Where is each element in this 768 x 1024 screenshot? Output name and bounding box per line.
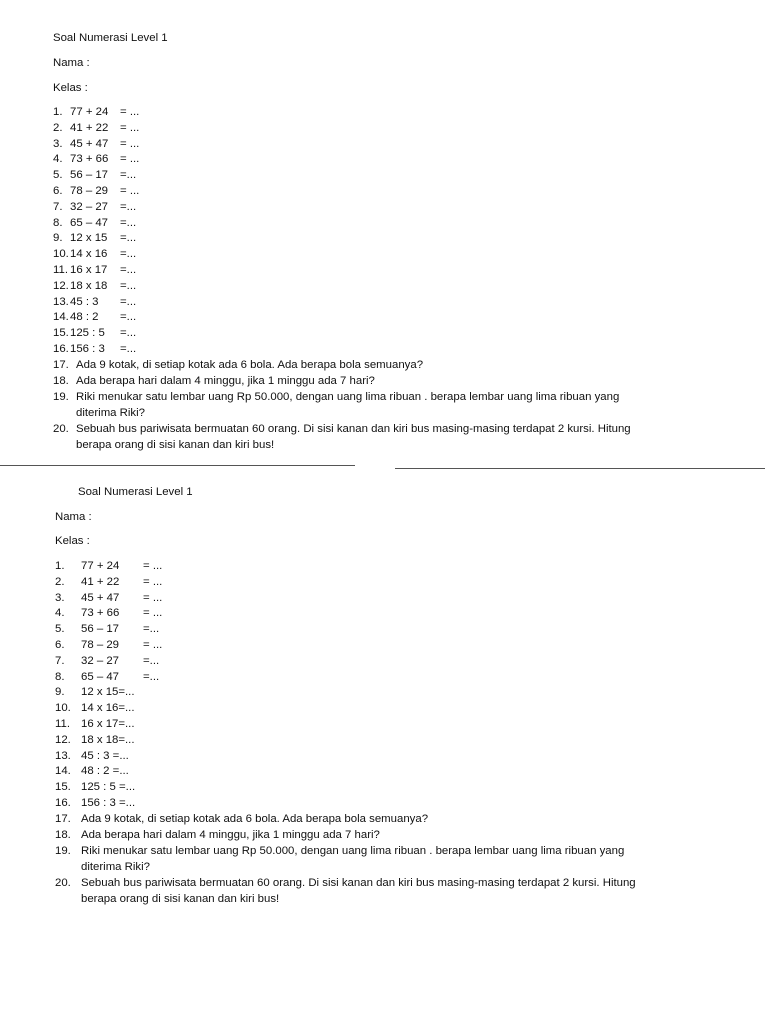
- item-number: 13.: [55, 749, 71, 762]
- item-expression: 73 + 66: [81, 607, 120, 620]
- item-expression: 125 : 5: [70, 327, 105, 340]
- item-expression: 14 x 16: [70, 248, 108, 261]
- item-number: 1.: [53, 106, 63, 118]
- item-number: 4.: [53, 153, 63, 166]
- question-text: Ada berapa hari dalam 4 minggu, jika 1 minggu ada 7 hari?: [76, 374, 375, 387]
- item-number: 4.: [55, 607, 65, 620]
- item-expression: 45 + 47: [70, 137, 109, 150]
- item-expression: 56 – 17: [81, 623, 120, 636]
- question-text: Ada 9 kotak, di setiap kotak ada 6 bola. Ada berapa bola semuanya?: [81, 812, 429, 825]
- item-expression: 16 x 17=...: [81, 718, 135, 730]
- item-expression: 156 : 3 =...: [81, 797, 136, 809]
- item-expression: 78 – 29: [81, 639, 120, 651]
- item-number: 14.: [53, 311, 69, 324]
- name-field-label: Nama :: [55, 511, 92, 523]
- item-number: 13.: [53, 295, 69, 308]
- item-answer-blank: =...: [143, 623, 160, 636]
- item-answer-blank: =...: [120, 327, 137, 340]
- item-expression: 56 – 17: [70, 169, 109, 182]
- name-field-label: Nama :: [53, 57, 90, 69]
- item-number: 3.: [53, 137, 63, 150]
- item-expression: 12 x 15=...: [81, 686, 135, 699]
- item-number: 16.: [55, 797, 71, 809]
- item-answer-blank: =...: [120, 216, 137, 229]
- item-number: 6.: [53, 185, 63, 197]
- item-number: 8.: [55, 670, 65, 683]
- item-answer-blank: = ...: [120, 106, 140, 118]
- item-expression: 12 x 15: [70, 232, 108, 245]
- item-expression: 45 + 47: [81, 591, 120, 604]
- item-number: 12.: [55, 733, 71, 746]
- question-text: Sebuah bus pariwisata bermuatan 60 orang. Di sisi kanan dan kiri bus masing-masing terdapat 2 kursi. Hitung: [81, 876, 636, 889]
- item-answer-blank: =...: [120, 232, 137, 245]
- item-answer-blank: =...: [143, 654, 160, 667]
- item-expression: 18 x 18: [70, 279, 108, 292]
- worksheet-title: Soal Numerasi Level 1: [78, 486, 193, 498]
- question-text: berapa orang di sisi kanan dan kiri bus!: [76, 438, 275, 451]
- item-number: 7.: [53, 200, 63, 213]
- item-number: 2.: [55, 575, 65, 588]
- item-answer-blank: =...: [120, 264, 137, 276]
- item-answer-blank: = ...: [120, 121, 140, 134]
- question-text: diterima Riki?: [81, 860, 150, 873]
- item-number: 17.: [53, 358, 69, 371]
- item-expression: 16 x 17: [70, 264, 108, 276]
- item-expression: 73 + 66: [70, 153, 109, 166]
- item-answer-blank: = ...: [143, 560, 163, 572]
- item-answer-blank: = ...: [143, 591, 163, 604]
- item-number: 20.: [53, 422, 69, 435]
- item-expression: 48 : 2 =...: [81, 765, 129, 778]
- item-number: 9.: [53, 232, 63, 245]
- question-text: Riki menukar satu lembar uang Rp 50.000, dengan uang lima ribuan . berapa lembar uang lima ribuan yang: [76, 390, 620, 403]
- worksheet-title: Soal Numerasi Level 1: [53, 32, 168, 44]
- item-number: 7.: [55, 654, 65, 667]
- item-expression: 65 – 47: [70, 216, 109, 229]
- item-expression: 156 : 3: [70, 343, 105, 355]
- item-number: 18.: [55, 828, 71, 841]
- item-expression: 77 + 24: [81, 560, 120, 572]
- item-expression: 77 + 24: [70, 106, 109, 118]
- item-expression: 41 + 22: [70, 121, 109, 134]
- item-expression: 45 : 3 =...: [81, 749, 129, 762]
- item-number: 1.: [55, 560, 65, 572]
- item-expression: 125 : 5 =...: [81, 781, 136, 794]
- item-answer-blank: =...: [143, 670, 160, 683]
- item-number: 11.: [53, 264, 68, 276]
- item-number: 11.: [55, 718, 70, 730]
- item-expression: 45 : 3: [70, 295, 99, 308]
- item-number: 12.: [53, 279, 69, 292]
- item-expression: 18 x 18=...: [81, 733, 135, 746]
- question-text: Ada berapa hari dalam 4 minggu, jika 1 minggu ada 7 hari?: [81, 828, 380, 841]
- item-answer-blank: = ...: [143, 639, 163, 651]
- item-number: 17.: [55, 812, 71, 825]
- item-number: 19.: [55, 844, 71, 857]
- item-answer-blank: =...: [120, 311, 137, 324]
- item-number: 5.: [53, 169, 63, 182]
- item-number: 5.: [55, 623, 65, 636]
- item-number: 15.: [53, 327, 69, 340]
- item-answer-blank: = ...: [143, 575, 163, 588]
- item-answer-blank: = ...: [143, 607, 163, 620]
- item-answer-blank: =...: [120, 248, 137, 261]
- item-number: 8.: [53, 216, 63, 229]
- question-text: Ada 9 kotak, di setiap kotak ada 6 bola. Ada berapa bola semuanya?: [76, 358, 424, 371]
- item-answer-blank: =...: [120, 343, 137, 355]
- item-expression: 41 + 22: [81, 575, 120, 588]
- item-expression: 65 – 47: [81, 670, 120, 683]
- item-number: 20.: [55, 876, 71, 889]
- item-answer-blank: =...: [120, 169, 137, 182]
- item-number: 16.: [53, 343, 69, 355]
- item-number: 15.: [55, 781, 71, 794]
- question-text: diterima Riki?: [76, 406, 145, 419]
- item-number: 14.: [55, 765, 71, 778]
- item-answer-blank: = ...: [120, 185, 140, 197]
- item-expression: 32 – 27: [81, 654, 120, 667]
- class-field-label: Kelas :: [53, 82, 88, 94]
- class-field-label: Kelas :: [55, 535, 90, 547]
- item-number: 18.: [53, 374, 69, 387]
- question-text: berapa orang di sisi kanan dan kiri bus!: [81, 892, 280, 905]
- item-number: 19.: [53, 390, 69, 403]
- item-answer-blank: = ...: [120, 153, 140, 166]
- item-answer-blank: =...: [120, 279, 137, 292]
- item-number: 6.: [55, 639, 65, 651]
- item-expression: 14 x 16=...: [81, 702, 135, 715]
- item-answer-blank: =...: [120, 295, 137, 308]
- item-expression: 78 – 29: [70, 185, 109, 197]
- item-expression: 32 – 27: [70, 200, 109, 213]
- item-answer-blank: = ...: [120, 137, 140, 150]
- item-number: 10.: [53, 248, 69, 261]
- item-expression: 48 : 2: [70, 311, 99, 324]
- item-number: 2.: [53, 121, 63, 134]
- item-number: 3.: [55, 591, 65, 604]
- question-text: Riki menukar satu lembar uang Rp 50.000, dengan uang lima ribuan . berapa lembar uang lima ribuan yang: [81, 844, 625, 857]
- item-answer-blank: =...: [120, 200, 137, 213]
- item-number: 10.: [55, 702, 71, 715]
- question-text: Sebuah bus pariwisata bermuatan 60 orang. Di sisi kanan dan kiri bus masing-masing terdapat 2 kursi. Hitung: [76, 422, 631, 435]
- item-number: 9.: [55, 686, 65, 699]
